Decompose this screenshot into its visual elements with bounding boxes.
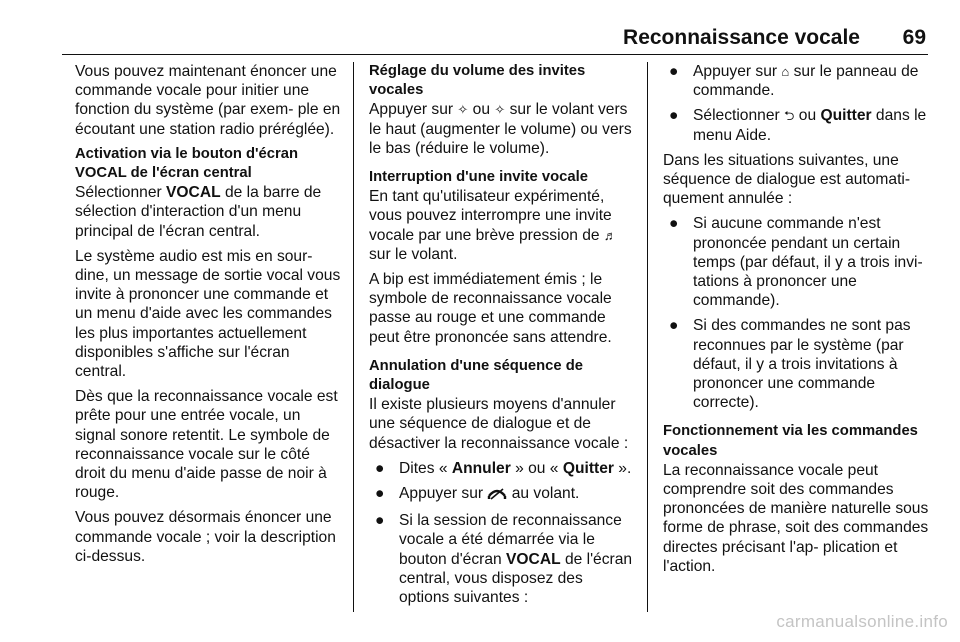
text: ».: [613, 459, 632, 477]
bullet-icon: ●: [375, 459, 385, 477]
bold-text: VOCAL: [166, 184, 221, 202]
text: de l'écran central, vous disposez des options suivantes :: [399, 550, 633, 607]
text: ou: [468, 101, 495, 119]
paragraph: Le système audio est mis en sour- dine, un message de sortie vocal vous invite à prononcer une commande et un menu d'aide avec les commandes les plus importantes actuellement disponibles s'affiche sur l'écran central.: [75, 247, 341, 381]
text: Dites «: [399, 459, 452, 477]
list-item: [369, 459, 637, 478]
column-3: [663, 62, 929, 582]
list-item: [663, 106, 929, 144]
paragraph: [75, 183, 343, 241]
voice-icon: ♬: [603, 227, 617, 243]
text: Appuyer sur: [369, 101, 458, 119]
column-divider: [353, 62, 354, 612]
bullet-list: [369, 459, 637, 607]
text: En tant qu'utilisateur expérimenté, vous pouvez interrompre une invite vocale par une brève pression de: [369, 188, 612, 244]
list-item: [369, 511, 637, 607]
column-1: [75, 62, 343, 572]
text: sur le volant.: [369, 245, 458, 263]
bold-text: Annuler: [451, 459, 511, 477]
paragraph: [369, 100, 637, 158]
page-number: 69: [902, 26, 926, 49]
bullet-icon: ●: [375, 512, 385, 530]
bullet-icon: ●: [669, 107, 679, 125]
list-item: [369, 484, 637, 505]
paragraph: Vous pouvez maintenant énoncer une commande vocale pour initier une fonction du système (par exem- ple en écoutant une station radio préréglée).: [75, 63, 341, 138]
paragraph: A bip est immédiatement émis ; le symbole de reconnaissance vocale passe au rouge et une commande peut être prononcée sans attendre.: [369, 271, 612, 346]
page-title: Reconnaissance vocale: [623, 26, 860, 49]
text: Sélectionner: [693, 107, 785, 125]
watermark: carmanualsonline.info: [776, 612, 948, 631]
section-heading: Activation via le bouton d'écran VOCAL de l'écran central: [75, 145, 299, 182]
bullet-icon: ●: [669, 63, 679, 80]
text: de la barre de sélection d'interaction d'un menu principal de l'écran central.: [75, 184, 322, 240]
text: dans le menu Aide.: [693, 107, 927, 144]
bold-text: Quitter: [562, 459, 614, 477]
page-header: [62, 24, 928, 55]
bullet-icon: ●: [669, 215, 679, 233]
text: Appuyer sur: [693, 63, 782, 80]
text: Appuyer sur: [399, 485, 488, 503]
back-icon: ⮌: [784, 108, 795, 124]
paragraph: Il existe plusieurs moyens d'annuler une séquence de dialogue et de désactiver la reconnaissance vocale :: [369, 396, 629, 452]
text: sur le volant vers le haut (augmenter le volume) ou vers le bas (réduire le volume).: [369, 101, 632, 157]
paragraph: Dès que la reconnaissance vocale est prête pour une entrée vocale, un signal sonore retentit. Le symbole de reconnaissance vocale sur le côté droit du menu d'aide passe de noir à rouge.: [75, 388, 338, 502]
bullet-icon: ●: [375, 485, 385, 503]
section-heading: Annulation d'une séquence de dialogue: [369, 357, 583, 394]
text: Si des commandes ne sont pas reconnues par le système (par défaut, il y a trois invitations à prononcer une commande correcte).: [693, 317, 911, 412]
column-2: [369, 62, 637, 617]
paragraph: Vous pouvez désormais énoncer une commande vocale ; voir la description ci-dessus.: [75, 509, 336, 565]
text: Si aucune commande n'est prononcée pendant un certain temps (par défaut, il y a trois invi- tations à prononcer une commande).: [693, 215, 923, 310]
paragraph: [369, 187, 637, 264]
paragraph: La reconnaissance vocale peut comprendre soit des commandes prononcées de manière naturelle sous forme de phrase, soit des commandes directes précisant l'ap- plication et l'action.: [663, 461, 929, 575]
volume-up-icon: ✧: [457, 102, 469, 118]
text: ou: [794, 107, 821, 125]
section-heading: Fonctionnement via les commandes vocales: [663, 423, 918, 459]
list-item: [663, 316, 929, 412]
home-icon: ⌂: [781, 64, 790, 79]
text: Sélectionner: [75, 184, 167, 202]
bullet-list: [663, 214, 929, 412]
list-item: [663, 62, 929, 100]
bullet-icon: ●: [669, 317, 679, 335]
volume-down-icon: ✧: [494, 102, 506, 118]
column-divider: [647, 62, 648, 612]
text: Si la session de reconnaissance vocale a été démarrée via le bouton d'écran: [399, 512, 622, 568]
text: au volant.: [507, 485, 580, 503]
bullet-list: [663, 62, 929, 145]
list-item: [663, 214, 929, 310]
paragraph: Dans les situations suivantes, une séquence de dialogue est automati- quement annulée :: [663, 151, 911, 208]
section-heading: Réglage du volume des invites vocales: [369, 63, 586, 99]
section-heading: Interruption d'une invite vocale: [369, 169, 588, 186]
bold-text: VOCAL: [506, 550, 561, 568]
text: sur le panneau de commande.: [693, 63, 919, 100]
text: » ou «: [510, 459, 563, 477]
bold-text: Quitter: [820, 107, 872, 125]
hang-up-icon: [487, 486, 507, 505]
